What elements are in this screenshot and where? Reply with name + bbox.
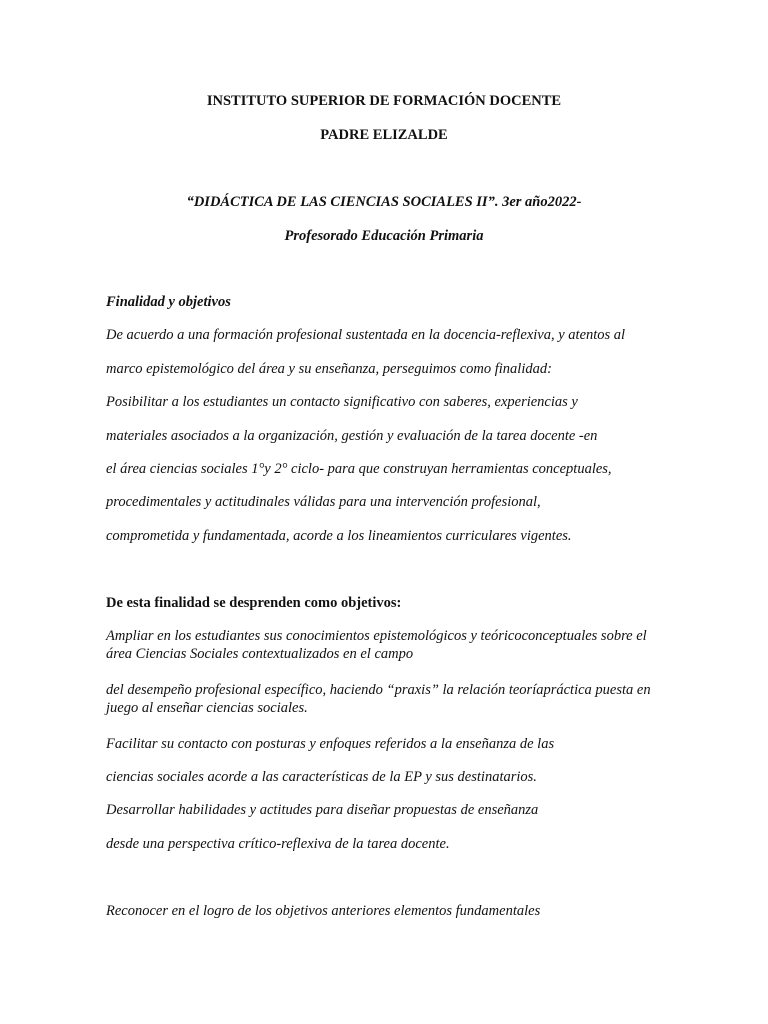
- finalidad-line: el área ciencias sociales 1°y 2° ciclo- para que construyan herramientas conceptuales,: [106, 461, 612, 477]
- finalidad-line: marco epistemológico del área y su enseñanza, perseguimos como finalidad:: [106, 361, 552, 377]
- program-name: Profesorado Educación Primaria: [284, 228, 484, 244]
- finalidad-line: comprometida y fundamentada, acorde a los lineamientos curriculares vigentes.: [106, 528, 572, 544]
- objetivos-heading: De esta finalidad se desprenden como objetivos:: [106, 595, 402, 611]
- finalidad-line: materiales asociados a la organización, gestión y evaluación de la tarea docente -en: [106, 428, 598, 444]
- finalidad-line: De acuerdo a una formación profesional sustentada en la docencia-reflexiva, y atentos al: [106, 327, 626, 343]
- objetivos-closing-line: Reconocer en el logro de los objetivos anteriores elementos fundamentales: [106, 903, 541, 919]
- objetivo-line: desde una perspectiva crítico-reflexiva de la tarea docente.: [106, 836, 450, 852]
- objetivo-line: Desarrollar habilidades y actitudes para diseñar propuestas de enseñanza: [106, 802, 539, 818]
- objetivo-line: Facilitar su contacto con posturas y enfoques referidos a la enseñanza de las: [106, 736, 555, 752]
- finalidad-heading: Finalidad y objetivos: [106, 294, 231, 310]
- finalidad-line: procedimentales y actitudinales válidas para una intervención profesional,: [106, 494, 541, 510]
- course-title: “DIDÁCTICA DE LAS CIENCIAS SOCIALES II”. 3er año2022-: [186, 194, 582, 210]
- objetivo-item-2: del desempeño profesional específico, haciendo “praxis” la relación teoríapráctica puesta en juego al enseñar ciencias sociales.: [106, 682, 651, 716]
- institute-name-line1: INSTITUTO SUPERIOR DE FORMACIÓN DOCENTE: [206, 93, 562, 109]
- objetivo-item-1: Ampliar en los estudiantes sus conocimientos epistemológicos y teóricoconceptuales sobre el área Ciencias Sociales contextualizados en el campo: [106, 628, 647, 662]
- finalidad-line: Posibilitar a los estudiantes un contacto significativo con saberes, experiencias y: [106, 394, 578, 410]
- institute-name-line2: PADRE ELIZALDE: [320, 127, 448, 143]
- objetivo-line: ciencias sociales acorde a las características de la EP y sus destinatarios.: [106, 769, 537, 785]
